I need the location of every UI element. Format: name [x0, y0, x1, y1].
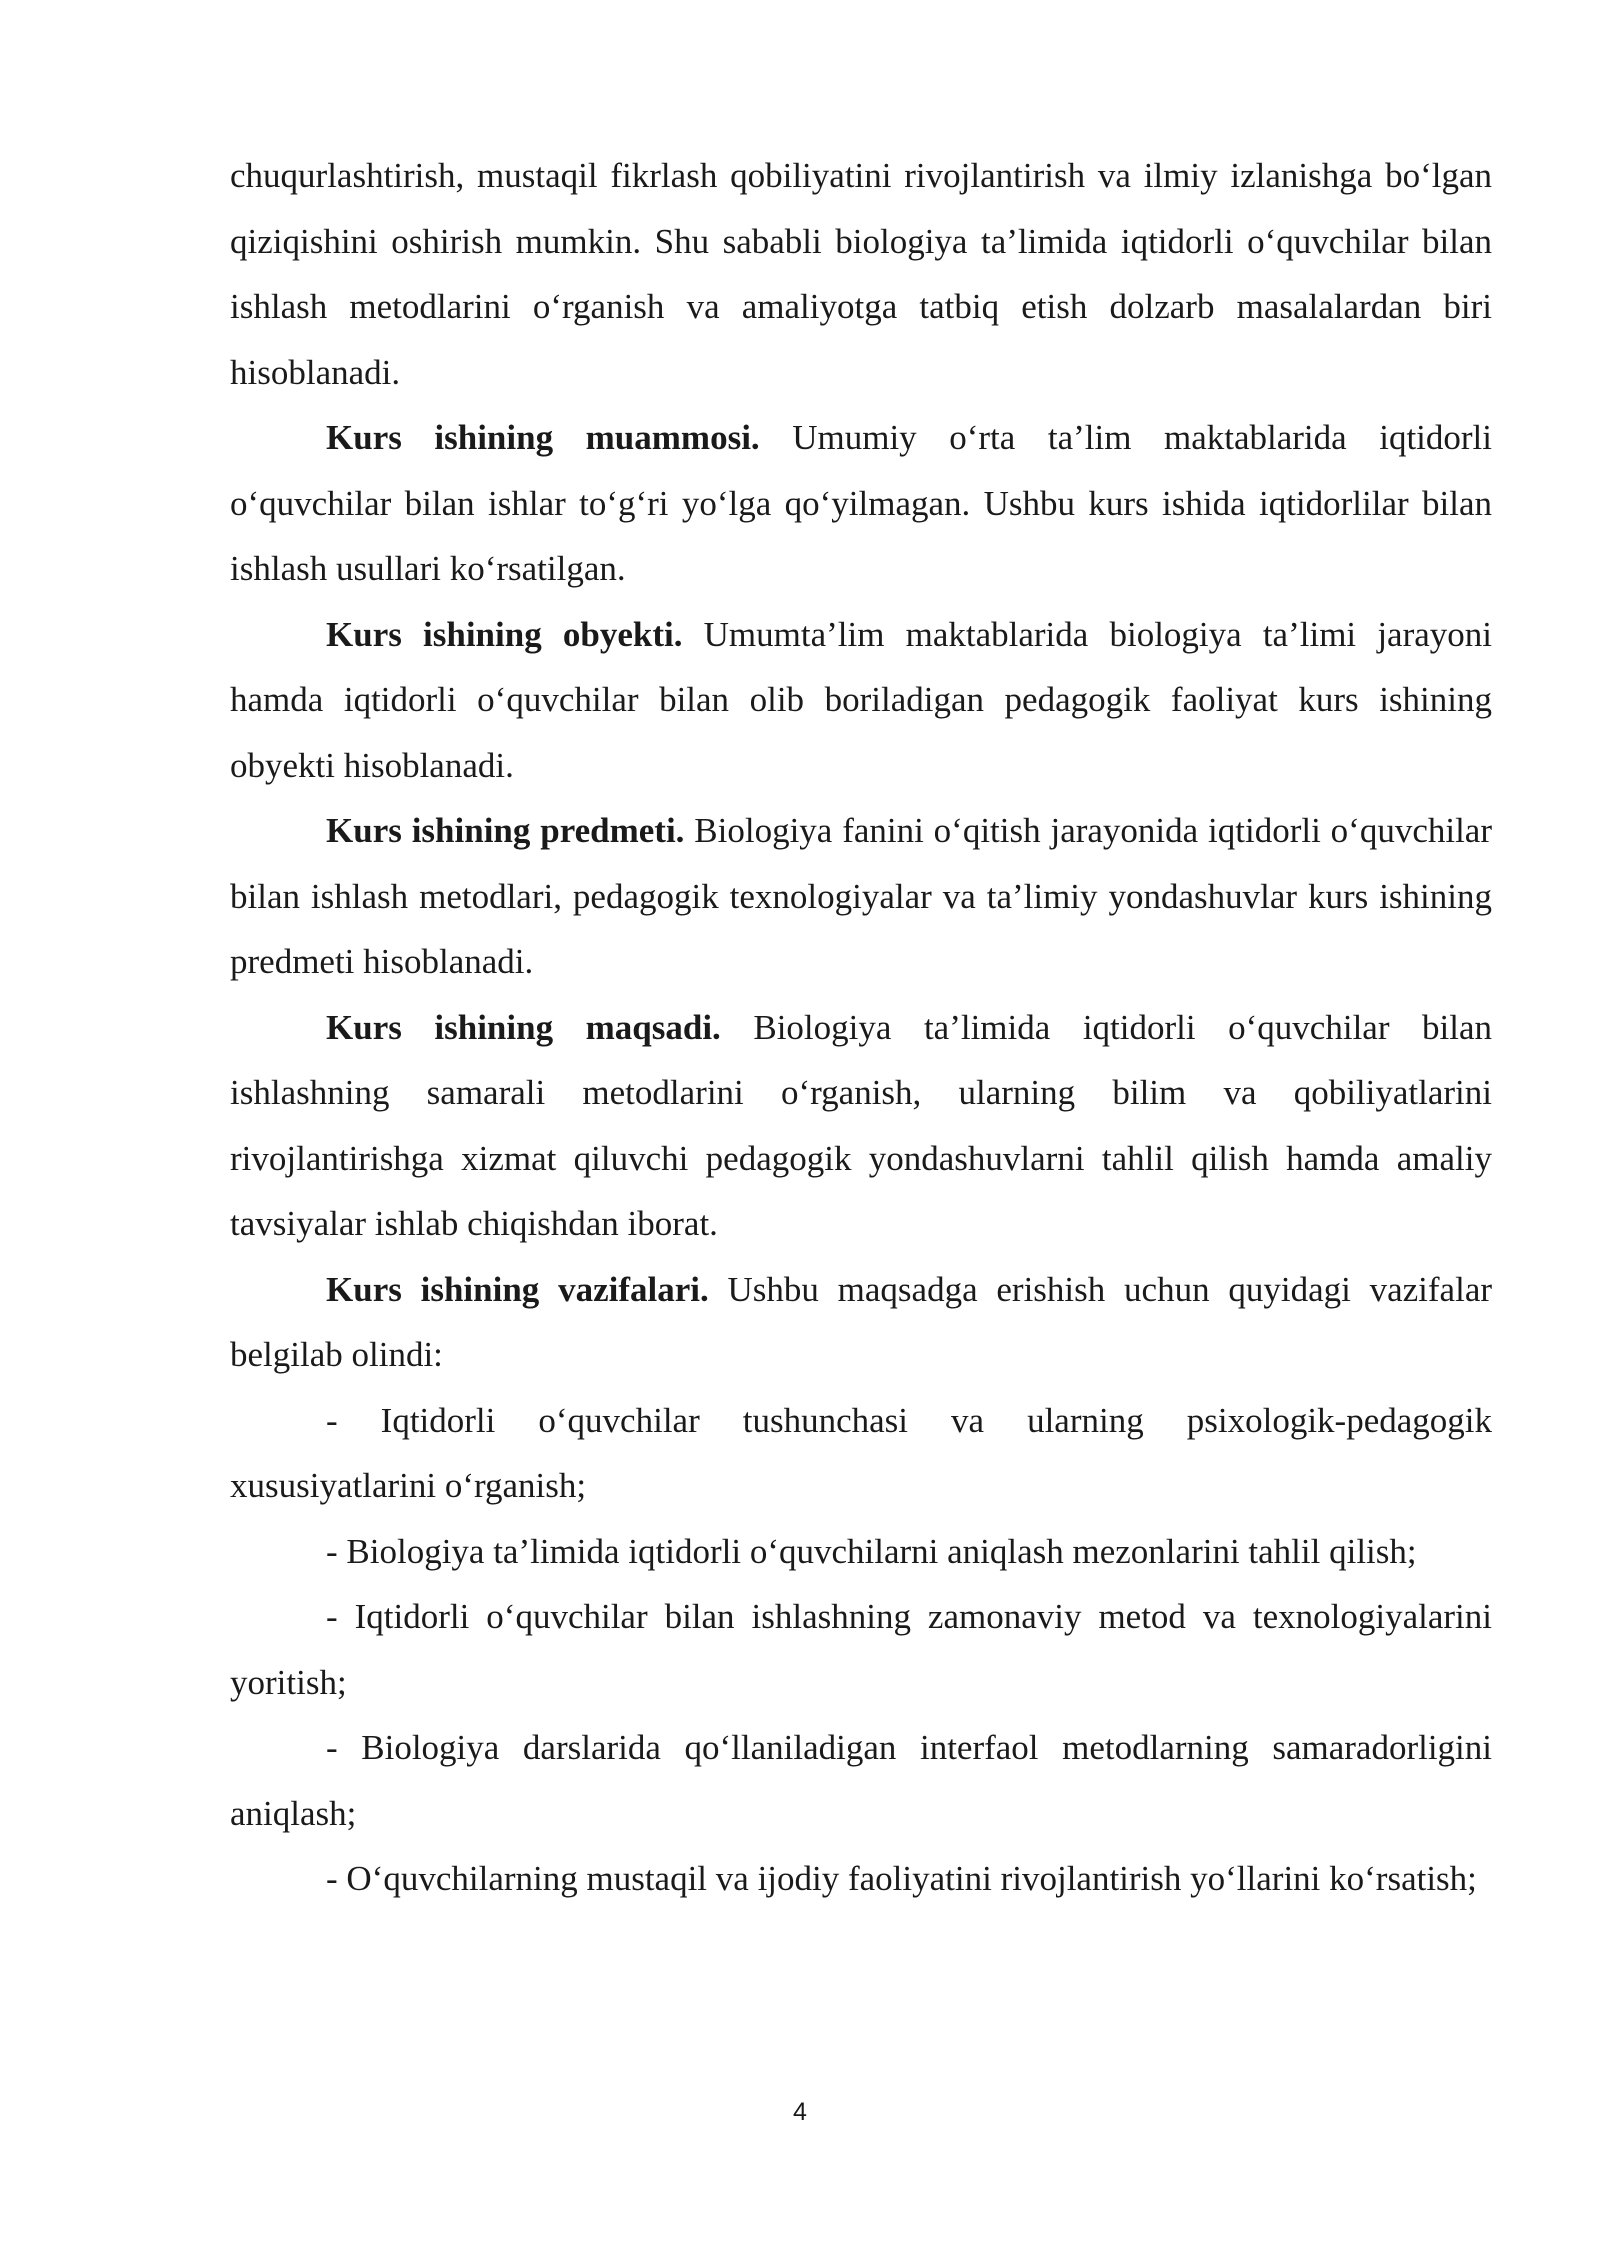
goal-paragraph: [230, 995, 1492, 1257]
paragraph-heading: Kurs ishining obyekti.: [326, 614, 683, 654]
paragraph-text: chuqurlashtirish, mustaqil fikrlash qobiliyatini rivojlantirish va ilmiy izlanishga bo‘lgan qiziqishini oshirish mumkin. Shu sababli biologiya ta’limida iqtidorli o‘quvchilar bilan ishlash metodlarini o‘rganish va amaliyotga tatbiq etish dolzarb masalalardan biri hisoblanadi.: [230, 156, 1492, 392]
paragraph-text: Umumta’lim maktablarida biologiya ta’limi jarayoni hamda iqtidorli o‘quvchilar bilan olib boriladigan pedagogik faoliyat kurs ishining obyekti hisoblanadi.: [230, 614, 1492, 785]
intro-paragraph: [230, 143, 1492, 405]
paragraph-heading: Kurs ishining muammosi.: [326, 418, 760, 457]
task-list-item: - Biologiya ta’limida iqtidorli o‘quvchilarni aniqlash mezonlarini tahlil qilish;: [326, 1531, 1417, 1571]
paragraph-text: Biologiya fanini o‘qitish jarayonida iqtidorli o‘quvchilar bilan ishlash metodlari, pedagogik texnologiyalar va ta’limiy yondashuvlar kurs ishining predmeti hisoblanadi.: [230, 811, 1492, 981]
paragraph-text: Biologiya ta’limida iqtidorli o‘quvchilar bilan ishlashning samarali metodlarini o‘rganish, ularning bilim va qobiliyatlarini rivojlantirishga xizmat qiluvchi pedagogik yondashuvlarni tahlil qilish hamda amaliy tavsiyalar ishlab chiqishdan iborat.: [230, 1007, 1493, 1243]
paragraph-text: Umumiy o‘rta ta’lim maktablarida iqtidorli o‘quvchilar bilan ishlar to‘g‘ri yo‘lga qo‘yilmagan. Ushbu kurs ishida iqtidorlilar bilan ishlash usullari ko‘rsatilgan.: [230, 418, 1492, 588]
paragraph-text: Ushbu maqsadga erishish uchun quyidagi vazifalar belgilab olindi:: [230, 1269, 1493, 1374]
problem-paragraph: [230, 405, 1492, 602]
page-number: 4: [793, 2098, 807, 2126]
paragraph-heading: Kurs ishining maqsadi.: [326, 1007, 721, 1047]
paragraph-heading: Kurs ishining vazifalari.: [326, 1269, 709, 1309]
task-list-item: - Iqtidorli o‘quvchilar tushunchasi va ularning psixologik-pedagogik xususiyatlarini o‘rganish;: [230, 1400, 1492, 1505]
document-body: [230, 143, 1492, 1912]
paragraph-heading: Kurs ishining predmeti.: [326, 811, 685, 850]
task-list-item: - Biologiya darslarida qo‘llaniladigan interfaol metodlarning samaradorligini aniqlash;: [230, 1728, 1492, 1833]
task-list-item: - Iqtidorli o‘quvchilar bilan ishlashning zamonaviy metod va texnologiyalarini yoritish;: [230, 1597, 1492, 1702]
subject-paragraph: [230, 798, 1492, 995]
tasks-paragraph: [230, 1257, 1492, 1388]
task-list-item: - O‘quvchilarning mustaqil va ijodiy faoliyatini rivojlantirish yo‘llarini ko‘rsatish;: [326, 1859, 1477, 1898]
object-paragraph: [230, 602, 1492, 799]
